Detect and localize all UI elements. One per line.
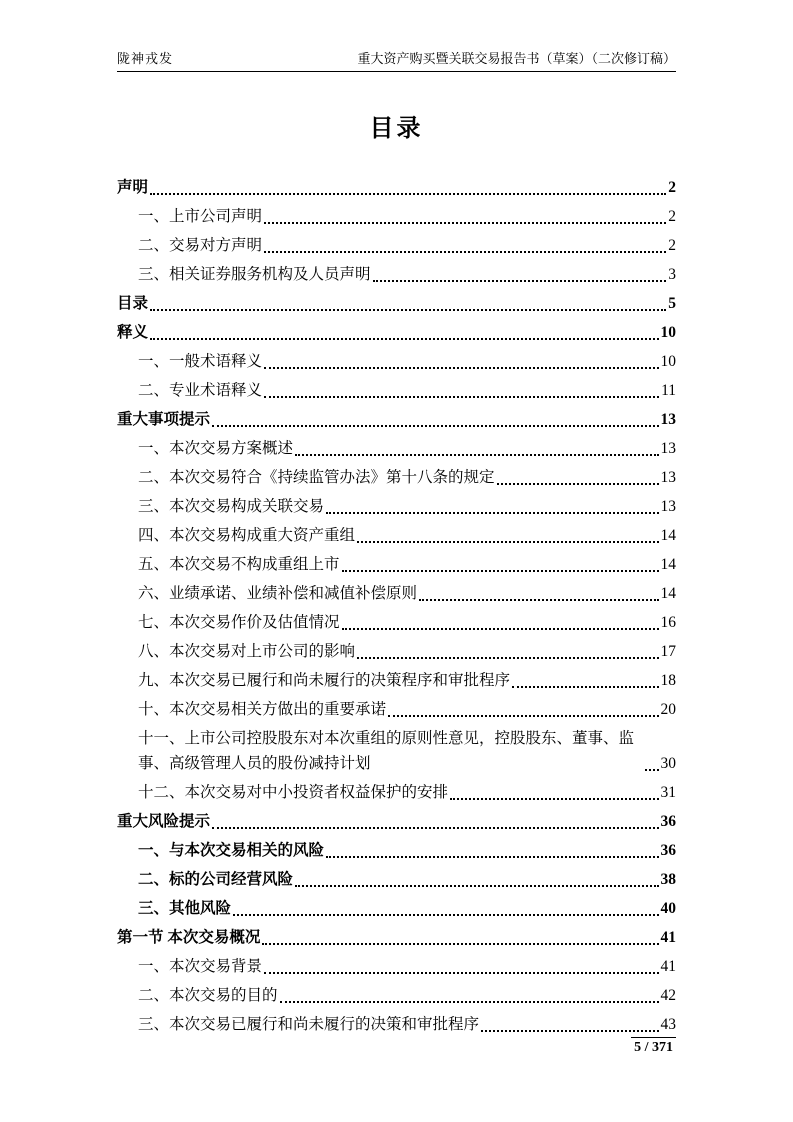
toc-dotted-leader (326, 856, 658, 858)
toc-entry (117, 838, 676, 863)
toc-dotted-leader (212, 827, 658, 829)
toc-dotted-leader (388, 715, 658, 717)
toc-page-number: 10 (660, 324, 676, 341)
toc-entry (117, 954, 676, 979)
toc-entry-title: 二、本次交易的目的 (138, 987, 278, 1004)
toc-entry (117, 896, 676, 921)
toc-dotted-leader (357, 657, 658, 659)
toc-page-number: 17 (660, 643, 676, 660)
toc-dotted-leader (342, 628, 659, 630)
toc-entry-title: 声明 (117, 179, 149, 196)
document-header (117, 48, 676, 72)
toc-page-number: 13 (660, 440, 676, 457)
toc-entry (117, 1012, 676, 1037)
toc-dotted-leader (295, 454, 658, 456)
toc-entry (117, 610, 676, 635)
toc-page-number: 40 (660, 900, 676, 917)
toc-entry-title: 三、相关证券服务机构及人员声明 (138, 266, 371, 283)
toc-entry-title: 目录 (117, 295, 149, 312)
header-report-title: 重大资产购买暨关联交易报告书（草案）（二次修订稿） (357, 51, 676, 66)
toc-entry-title: 四、本次交易构成重大资产重组 (138, 527, 356, 544)
toc-entry (117, 726, 676, 776)
toc-page-number: 3 (668, 266, 676, 283)
toc-entry (117, 233, 676, 258)
toc-entry-title: 第一节 本次交易概况 (117, 929, 261, 946)
toc-dotted-leader (497, 483, 659, 485)
toc-page-number: 41 (660, 929, 676, 946)
toc-dotted-leader (280, 1001, 659, 1003)
toc-entry-title: 重大事项提示 (117, 411, 211, 428)
toc-entry (117, 407, 676, 432)
toc-page-number: 13 (660, 411, 676, 428)
toc-entry (117, 262, 676, 287)
toc-entry-title: 十一、上市公司控股股东对本次重组的原则性意见，控股股东、董事、监事、高级管理人员的股份减持计划 (138, 730, 635, 772)
toc-entry-title: 十二、本次交易对中小投资者权益保护的安排 (138, 784, 449, 801)
toc-page-number: 2 (668, 237, 676, 254)
toc-dotted-leader (262, 943, 658, 945)
toc-dotted-leader (264, 251, 666, 253)
toc-dotted-leader (264, 972, 658, 974)
toc-title: 目录 (369, 116, 424, 142)
toc-entry (117, 639, 676, 664)
toc-dotted-leader (326, 512, 658, 514)
toc-dotted-leader (150, 193, 666, 195)
document-footer (631, 1037, 676, 1056)
toc-page-number: 14 (660, 556, 676, 573)
toc-entry (117, 780, 676, 805)
toc-entry (117, 494, 676, 519)
toc-entry (117, 581, 676, 606)
toc-entry-title: 一、一般术语释义 (138, 353, 263, 370)
toc-page-number: 18 (660, 672, 676, 689)
toc-entry (117, 925, 676, 950)
table-of-contents (117, 175, 676, 1037)
toc-entry-title: 二、本次交易符合《持续监管办法》第十八条的规定 (138, 469, 495, 486)
toc-dotted-leader (212, 425, 658, 427)
toc-entry (117, 436, 676, 461)
toc-page-number: 13 (660, 469, 676, 486)
toc-entry-title: 一、上市公司声明 (138, 208, 263, 225)
toc-page-number: 13 (660, 498, 676, 515)
toc-dotted-leader (233, 914, 658, 916)
toc-page-number: 2 (668, 179, 676, 196)
toc-dotted-leader (373, 280, 667, 282)
toc-dotted-leader (342, 570, 659, 572)
toc-page-number: 36 (660, 842, 676, 859)
toc-entry-title: 三、其他风险 (138, 900, 232, 917)
toc-page-number: 5 (668, 295, 676, 312)
toc-entry-title: 七、本次交易作价及估值情况 (138, 614, 340, 631)
toc-dotted-leader (357, 541, 658, 543)
toc-page-number: 2 (668, 208, 676, 225)
toc-entry-title: 八、本次交易对上市公司的影响 (138, 643, 356, 660)
toc-entry (117, 378, 676, 403)
header-company-name: 陇神戎发 (117, 51, 174, 66)
toc-entry (117, 204, 676, 229)
toc-page-number: 14 (660, 527, 676, 544)
toc-entry-title: 一、与本次交易相关的风险 (138, 842, 325, 859)
toc-entry (117, 983, 676, 1008)
toc-entry (117, 320, 676, 345)
toc-entry-title: 九、本次交易已履行和尚未履行的决策程序和审批程序 (138, 672, 511, 689)
toc-page-number: 43 (660, 1016, 676, 1033)
toc-page-number: 38 (660, 871, 676, 888)
toc-entry (117, 867, 676, 892)
toc-entry-title: 六、业绩承诺、业绩补偿和减值补偿原则 (138, 585, 418, 602)
toc-entry-title: 十、本次交易相关方做出的重要承诺 (138, 701, 387, 718)
toc-page-number: 41 (660, 958, 676, 975)
toc-entry (117, 465, 676, 490)
toc-entry (117, 809, 676, 834)
toc-page-number: 20 (660, 701, 676, 718)
toc-dotted-leader (150, 309, 666, 311)
toc-entry-title: 一、本次交易背景 (138, 958, 263, 975)
toc-entry-title: 重大风险提示 (117, 813, 211, 830)
toc-entry (117, 552, 676, 577)
toc-dotted-leader (295, 885, 658, 887)
toc-page-number: 42 (660, 987, 676, 1004)
toc-entry (117, 668, 676, 693)
toc-page-number: 31 (660, 784, 676, 801)
toc-entry (117, 349, 676, 374)
toc-entry (117, 291, 676, 316)
toc-page-number: 10 (660, 353, 676, 370)
toc-dotted-leader (512, 686, 658, 688)
toc-entry-title: 二、专业术语释义 (138, 382, 263, 399)
toc-page-number: 36 (660, 813, 676, 830)
toc-entry-title: 释义 (117, 324, 149, 341)
toc-dotted-leader (419, 599, 658, 601)
toc-entry-title: 二、交易对方声明 (138, 237, 263, 254)
toc-dotted-leader (450, 798, 658, 800)
page-number: 5 / 371 (631, 1037, 676, 1056)
toc-entry-title: 五、本次交易不构成重组上市 (138, 556, 340, 573)
toc-entry-title: 三、本次交易已履行和尚未履行的决策和审批程序 (138, 1016, 480, 1033)
toc-page-number: 11 (661, 382, 676, 399)
toc-entry (117, 175, 676, 200)
toc-dotted-leader (481, 1030, 658, 1032)
toc-page-number: 14 (660, 585, 676, 602)
toc-dotted-leader (264, 367, 658, 369)
toc-dotted-leader (264, 396, 659, 398)
toc-entry (117, 697, 676, 722)
toc-entry-title: 二、标的公司经营风险 (138, 871, 294, 888)
toc-entry-title: 三、本次交易构成关联交易 (138, 498, 325, 515)
toc-dotted-leader (645, 769, 659, 771)
toc-page-number: 16 (660, 614, 676, 631)
toc-page-number: 30 (660, 755, 676, 772)
toc-entry-title: 一、本次交易方案概述 (138, 440, 294, 457)
toc-dotted-leader (264, 222, 666, 224)
toc-dotted-leader (150, 338, 658, 340)
toc-entry (117, 523, 676, 548)
